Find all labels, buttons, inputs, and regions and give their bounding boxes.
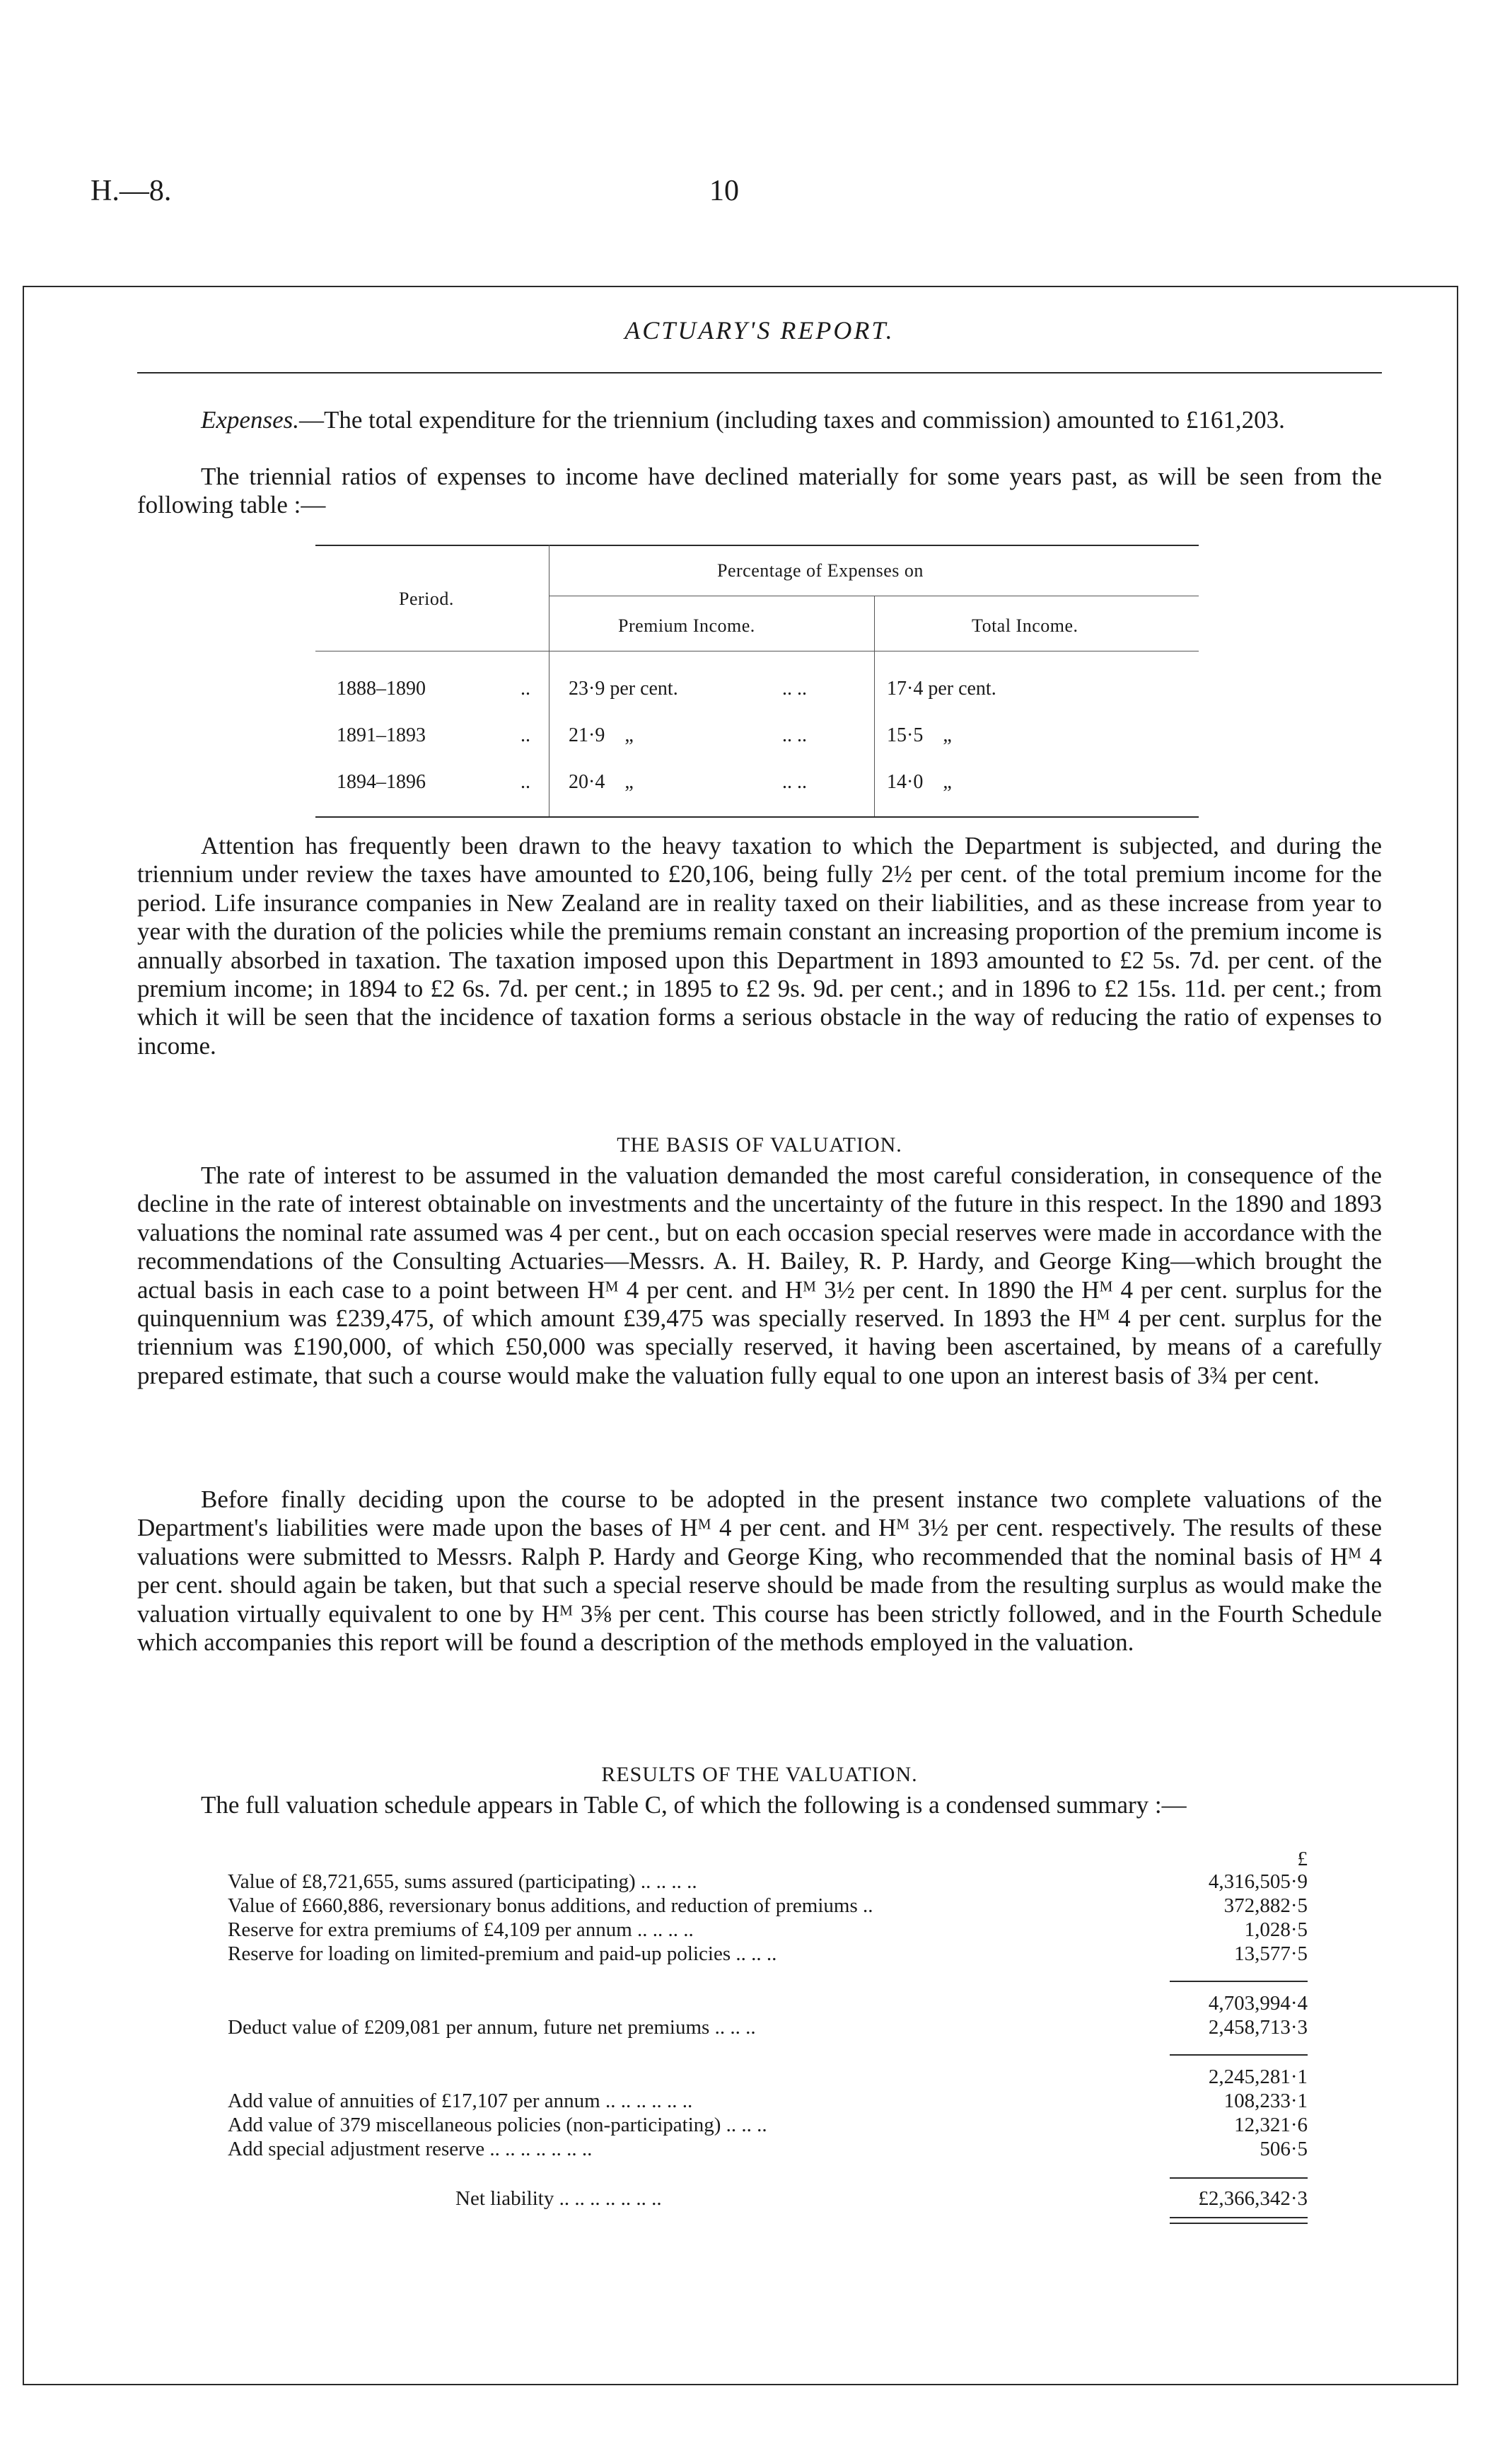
summary-label: Add value of annuities of £17,107 per annum .. .. .. .. .. ..: [228, 2090, 693, 2112]
double-rule-bottom: [1170, 2223, 1308, 2224]
summary-label: Value of £8,721,655, sums assured (participating) .. .. .. ..: [228, 1870, 697, 1893]
net-liability-value: £2,366,342·3: [1198, 2187, 1308, 2210]
summary-value: 1,028·5: [1244, 1918, 1308, 1941]
results-heading: RESULTS OF THE VALUATION.: [601, 1763, 918, 1786]
expenses-lead: Expenses.: [201, 406, 299, 434]
table-top-rule: [315, 545, 1199, 546]
row-leader: ..: [521, 771, 530, 793]
title-rule: [137, 372, 1382, 373]
row-premium: 23·9 per cent.: [569, 678, 678, 700]
col-premium: Premium Income.: [618, 615, 755, 636]
taxation-paragraph: Attention has frequently been drawn to the heavy taxation to which the Department is subjected, and during the triennium under review the taxes have amounted to £20,106, being fully 2½ per cent. of the total premium income for the period. Life insurance companies in New Zealand are in reality taxed on their liabilities, and as these increase from year to year with the duration of the policies while the premiums remain constant an increasing proportion of the premium income is annually absorbed in taxation. The taxation imposed upon this Department in 1893 amounted to £2 5s. 7d. per cent. of the premium income; in 1894 to £2 6s. 7d. per cent.; in 1895 to £2 9s. 9d. per cent.; and in 1896 to £2 15s. 11d. per cent.; from which it will be seen that the incidence of taxation forms a serious obstacle in the way of reducing the ratio of expenses to income.: [137, 832, 1382, 1060]
summary-label: Add special adjustment reserve .. .. .. .. .. .. ..: [228, 2138, 593, 2160]
page-number: 10: [709, 175, 739, 207]
summary-value: 12,321·6: [1234, 2114, 1308, 2136]
row-leader: ..: [521, 678, 530, 700]
double-rule-top: [1170, 2217, 1308, 2218]
row-period: 1891–1893: [337, 724, 426, 746]
expense-table: [315, 545, 1199, 821]
subtotal-rule: [1170, 2054, 1308, 2056]
basis-paragraph-1: The rate of interest to be assumed in the valuation demanded the most careful consideration, in consequence of the decline in the rate of interest obtainable on investments and the uncertainty of the future in this respect. In the 1890 and 1893 valuations the nominal rate assumed was 4 per cent., but on each occasion special reserves were made in accordance with the recommendations of the Consulting Actuaries—Messrs. A. H. Bailey, R. P. Hardy, and George King—which brought the actual basis in each case to a point between Hᴹ 4 per cent. and Hᴹ 3½ per cent. In 1890 the Hᴹ 4 per cent. surplus for the quinquennium was £239,475, of which amount £39,475 was specially reserved. In 1893 the Hᴹ 4 per cent. surplus for the triennium was £190,000, of which £50,000 was specially reserved, it having been ascertained, by means of a carefully prepared estimate, that such a course would make the valuation fully equal to one upon an interest basis of 3¾ per cent.: [137, 1162, 1382, 1389]
expenses-text: —The total expenditure for the triennium (including taxes and commission) amounted to £161,203.: [298, 406, 1285, 434]
summary-label: Reserve for loading on limited-premium and paid-up policies .. .. ..: [228, 1942, 777, 1965]
row-period: 1894–1896: [337, 771, 426, 793]
row-premium: 21·9 „: [569, 724, 634, 746]
table-bottom-rule: [315, 816, 1199, 818]
deduct-value: 2,458,713·3: [1208, 2016, 1308, 2039]
summary-value: 108,233·1: [1223, 2090, 1308, 2112]
row-period: 1888–1890: [337, 678, 426, 700]
summary-label: Value of £660,886, reversionary bonus additions, and reduction of premiums ..: [228, 1894, 873, 1917]
net-liability-label: Net liability .. .. .. .. .. .. ..: [455, 2187, 662, 2210]
summary-value: 506·5: [1260, 2138, 1308, 2160]
summary-value: 13,577·5: [1234, 1942, 1308, 1965]
row-leader: .. ..: [782, 678, 807, 700]
col-group: Percentage of Expenses on: [717, 560, 924, 581]
results-intro: The full valuation schedule appears in Table C, of which the following is a condensed summary :—: [201, 1791, 1187, 1819]
summary-label: Add value of 379 miscellaneous policies (non-participating) .. .. ..: [228, 2114, 767, 2136]
basis-paragraph-2: Before finally deciding upon the course to be adopted in the present instance two complete valuations of the Department's liabilities were made upon the bases of Hᴹ 4 per cent. and Hᴹ 3½ per cent. respectively. The results of these valuations were submitted to Messrs. Ralph P. Hardy and George King, who recommended that the nominal basis of Hᴹ 4 per cent. should again be taken, but that such a special reserve should be made from the resulting surplus as would make the valuation virtually equivalent to one by Hᴹ 3⅝ per cent. This course has been strictly followed, and in the Fourth Schedule which accompanies this report will be found a description of the methods employed in the valuation.: [137, 1485, 1382, 1657]
subtotal-rule: [1170, 1981, 1308, 1982]
row-leader: .. ..: [782, 771, 807, 793]
net-rule: [1170, 2177, 1308, 2179]
row-total: 17·4 per cent.: [887, 678, 996, 700]
income-divider: [874, 596, 875, 816]
header-left: H.—8.: [91, 175, 172, 207]
deduct-label: Deduct value of £209,081 per annum, future net premiums .. .. ..: [228, 2016, 756, 2039]
expenses-paragraph: [137, 406, 1382, 434]
subtotal-2: 2,245,281·1: [1208, 2066, 1308, 2088]
summary-value: 372,882·5: [1223, 1894, 1308, 1917]
row-premium: 20·4 „: [569, 771, 634, 793]
expenses-ratio-paragraph: The triennial ratios of expenses to income have declined materially for some years past, as will be seen from the following table :—: [137, 463, 1382, 519]
col-period: Period.: [399, 589, 454, 609]
row-leader: ..: [521, 724, 530, 746]
row-total: 15·5 „: [887, 724, 952, 746]
col-total: Total Income.: [972, 615, 1078, 636]
currency-symbol: £: [1297, 1848, 1308, 1870]
row-leader: .. ..: [782, 724, 807, 746]
subtotal-1: 4,703,994·4: [1208, 1992, 1308, 2015]
summary-label: Reserve for extra premiums of £4,109 per annum .. .. .. ..: [228, 1918, 694, 1941]
summary-value: 4,316,505·9: [1208, 1870, 1308, 1893]
report-title: ACTUARY'S REPORT.: [624, 316, 895, 344]
row-total: 14·0 „: [887, 771, 952, 793]
basis-heading: THE BASIS OF VALUATION.: [617, 1133, 902, 1157]
report-frame: [23, 286, 1458, 2385]
